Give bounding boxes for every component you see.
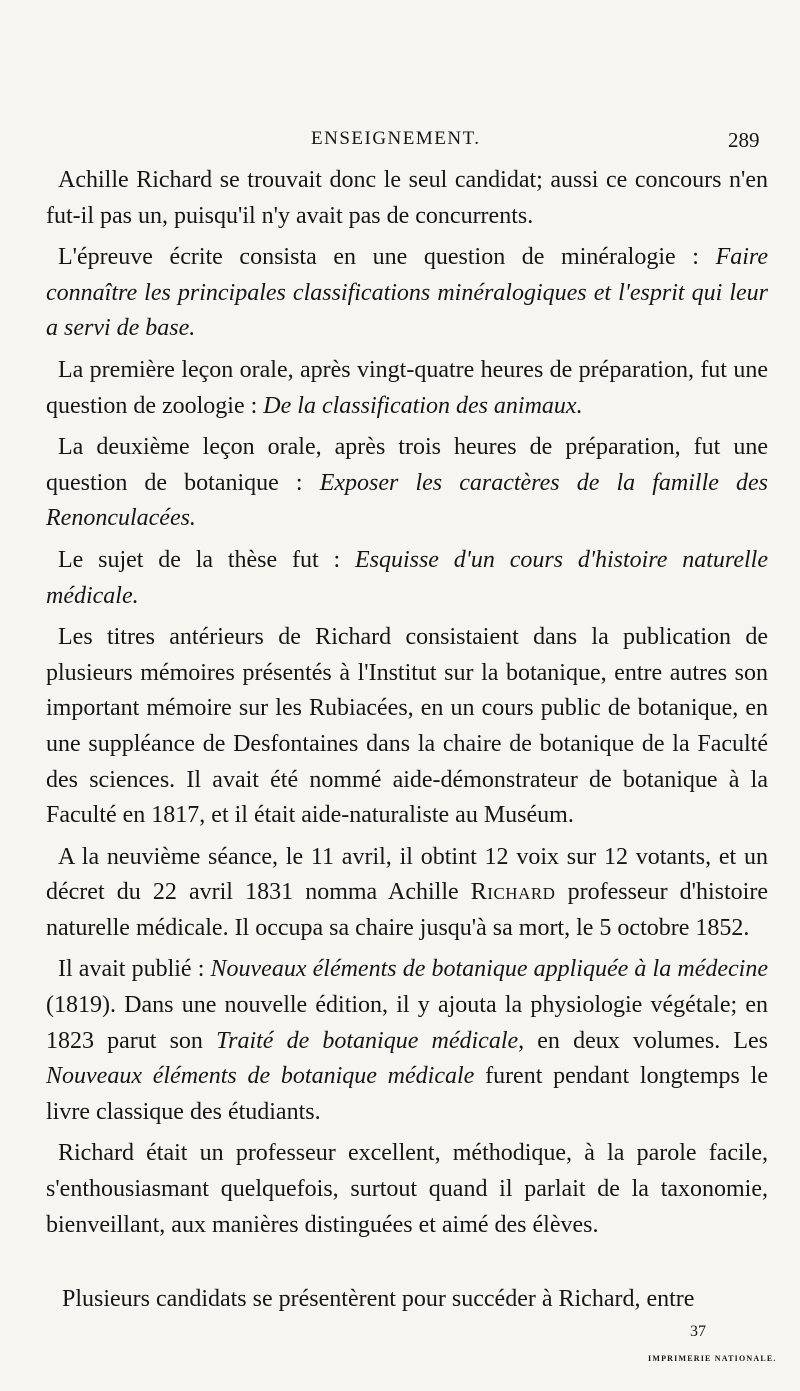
last-paragraph: Plusieurs candidats se présentèrent pour succéder à Richard, entre bbox=[62, 1286, 695, 1312]
body-text bbox=[46, 163, 768, 1249]
italic-title: Faire connaître les principales classifications minéralogiques et l'esprit qui leur a servi de base. bbox=[46, 244, 768, 342]
paragraph: Richard était un professeur excellent, méthodique, à la parole facile, s'enthousiasmant quelquefois, surtout quand il parlait de la taxonomie, bienveillant, aux manières distinguées et aimé des élèves. bbox=[46, 1140, 768, 1238]
signature-mark: 37 bbox=[690, 1323, 706, 1340]
paragraph: La deuxième leçon orale, après trois heures de préparation, fut une question de botanique : Exposer les caractères de la famille des Renonculacées. bbox=[46, 434, 768, 532]
running-title: ENSEIGNEMENT. bbox=[311, 128, 481, 149]
page-header bbox=[0, 128, 800, 158]
italic-title: Traité de botanique médicale, bbox=[216, 1027, 525, 1054]
paragraph: Le sujet de la thèse fut : Esquisse d'un cours d'histoire naturelle médicale. bbox=[46, 546, 768, 609]
paragraph: Les titres antérieurs de Richard consistaient dans la publication de plusieurs mémoires présentés à l'Institut sur la botanique, entre autres son important mémoire sur les Rubiacées, en un cours public de botanique, en une suppléance de Desfontaines dans la chaire de botanique de la Faculté des sciences. Il avait été nommé aide-démonstrateur de botanique à la Faculté en 1817, et il était aide-naturaliste au Muséum. bbox=[46, 624, 768, 829]
imprint: IMPRIMERIE NATIONALE. bbox=[648, 1354, 777, 1363]
paragraph: L'épreuve écrite consista en une question de minéralogie : Faire connaître les principales classifications minéralogiques et l'esprit qui leur a servi de base. bbox=[46, 244, 768, 342]
paragraph: Il avait publié : Nouveaux éléments de botanique appliquée à la médecine (1819). Dans une nouvelle édition, il y ajouta la physiologie végétale; en 1823 parut son Traité de botanique médicale, en deux volumes. Les Nouveaux éléments de botanique médicale furent pendant longtemps le livre classique des étudiants. bbox=[46, 956, 768, 1125]
page-number: 289 bbox=[728, 128, 760, 152]
italic-title: De la classification des animaux. bbox=[263, 392, 583, 419]
italic-title: Nouveaux éléments de botanique médicale bbox=[46, 1063, 475, 1090]
paragraph: La première leçon orale, après vingt-quatre heures de préparation, fut une question de zoologie : De la classification des animaux. bbox=[46, 356, 768, 419]
small-caps-name: Richard bbox=[470, 879, 556, 906]
paragraph: A la neuvième séance, le 11 avril, il obtint 12 voix sur 12 votants, et un décret du 22 avril 1831 nomma Achille Richard professeur d'histoire naturelle médicale. Il occupa sa chaire jusqu'à sa mort, le 5 octobre 1852. bbox=[46, 843, 768, 941]
italic-title: Nouveaux éléments de botanique appliquée à la médecine bbox=[210, 956, 768, 983]
italic-title: Esquisse d'un cours d'histoire naturelle médicale. bbox=[46, 546, 768, 609]
italic-title: Exposer les caractères de la famille des Renonculacées. bbox=[46, 469, 768, 532]
paragraph: Achille Richard se trouvait donc le seul candidat; aussi ce concours n'en fut-il pas un, puisqu'il n'y avait pas de concurrents. bbox=[46, 167, 768, 229]
